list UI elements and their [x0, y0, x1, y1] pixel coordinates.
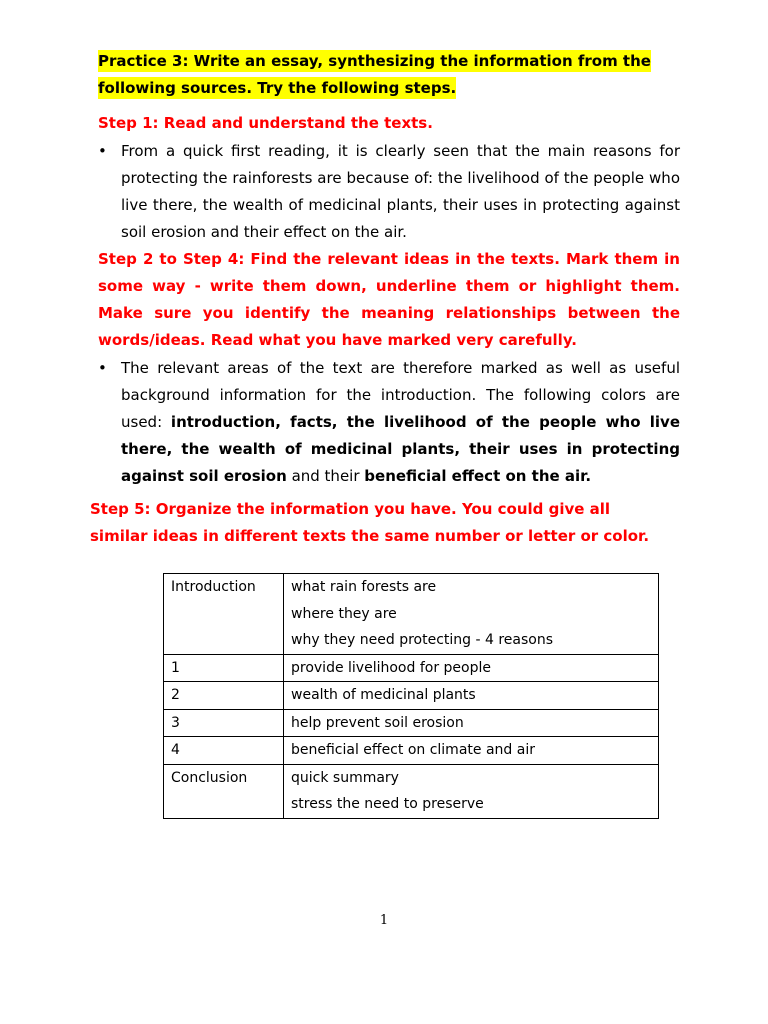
table-row — [164, 654, 659, 682]
row-item: help prevent soil erosion — [284, 709, 659, 737]
row-item: provide livelihood for people — [284, 654, 659, 682]
step2-heading: Step 2 to Step 4: Find the relevant ideas in the texts. Mark them in some way - write them down, underline them or highlight them. Make sure you identify the meaning relationships between the words/ideas. Read what you have marked very carefully. — [98, 250, 680, 349]
step1-heading: Step 1: Read and understand the texts. — [98, 114, 433, 132]
practice-title — [98, 48, 668, 102]
row-item: stress the need to preserve — [291, 796, 484, 812]
step2-bullet-bold1: introduction, facts, the livelihood of the people who live there, the wealth of medicinal plants, their uses in protecting against soil erosion — [121, 413, 680, 485]
practice-title-line2: following sources. Try the following steps. — [98, 79, 457, 97]
practice-title-line1: Practice 3: Write an essay, synthesizing the information from the — [98, 52, 651, 70]
row-label: 1 — [164, 654, 284, 682]
step1-bullet-text: From a quick first reading, it is clearly seen that the main reasons for protecting the rainforests are because of: the livelihood of the people who live there, the wealth of medicinal plants, their uses in protecting against soil erosion and their effect on the air. — [121, 142, 680, 241]
table-row — [164, 682, 659, 710]
table-row — [164, 709, 659, 737]
page-number: 1 — [379, 913, 389, 928]
row-label: Conclusion — [164, 764, 284, 818]
row-label: 3 — [164, 709, 284, 737]
table-row — [164, 737, 659, 765]
row-item: wealth of medicinal plants — [284, 682, 659, 710]
table-row — [164, 574, 659, 655]
row-label: Introduction — [164, 574, 284, 655]
row-items — [284, 764, 659, 818]
bullet-icon: • — [98, 359, 107, 377]
step5-heading-line2: similar ideas in different texts the same number or letter or color. — [90, 527, 650, 545]
step2-bullet-bold2: beneficial effect on the air. — [364, 467, 592, 485]
essay-outline-table — [163, 573, 659, 819]
row-label: 4 — [164, 737, 284, 765]
step5-heading-line1: Step 5: Organize the information you have. You could give all — [90, 500, 611, 518]
row-item: why they need protecting - 4 reasons — [291, 632, 554, 648]
row-item: quick summary — [291, 769, 399, 786]
row-items — [284, 574, 659, 655]
step2-bullet-text — [121, 355, 680, 490]
row-item: what rain forests are — [291, 579, 437, 595]
step2-bullet-intro: The relevant areas of the text are therefore marked as well as useful background information for the introduction. The following colors are used: — [121, 359, 680, 431]
bullet-icon: • — [98, 142, 107, 160]
table-row — [164, 764, 659, 818]
step5-heading — [90, 496, 649, 550]
row-item: where they are — [291, 605, 397, 622]
step2-bullet-mid: and their — [286, 467, 365, 485]
row-label: 2 — [164, 682, 284, 710]
row-item: beneficial effect on climate and air — [284, 737, 659, 765]
